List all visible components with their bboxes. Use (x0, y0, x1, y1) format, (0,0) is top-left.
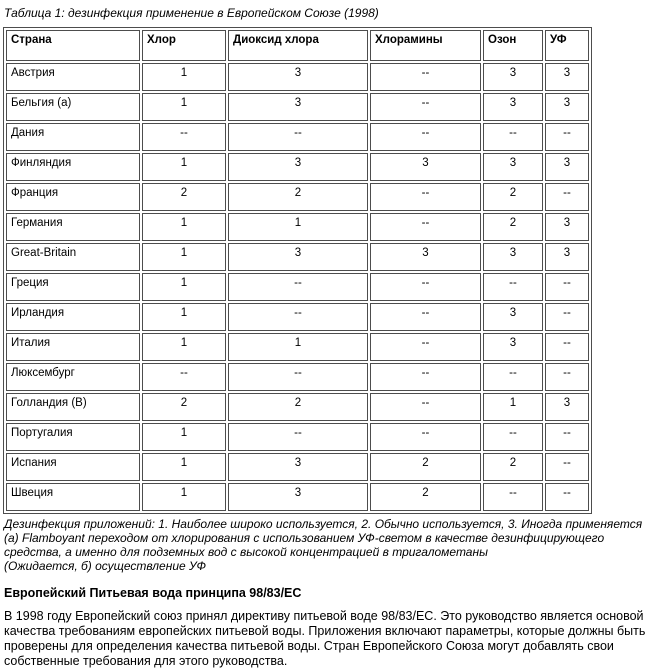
table-row (6, 183, 589, 211)
chlorine-value-cell: 1 (142, 303, 226, 331)
chloramines-value-cell: -- (370, 63, 481, 91)
chlorine-dioxide-value-cell: 1 (228, 213, 368, 241)
ozone-value-cell: 3 (483, 333, 543, 361)
country-cell: Италия (6, 333, 140, 361)
country-cell: Голландия (В) (6, 393, 140, 421)
ozone-value-cell: -- (483, 483, 543, 511)
header-row (6, 30, 589, 61)
country-cell: Люксембург (6, 363, 140, 391)
uv-value-cell: -- (545, 333, 589, 361)
chlorine-value-cell: 1 (142, 93, 226, 121)
disinfection-table (3, 27, 592, 514)
country-cell: Греция (6, 273, 140, 301)
chlorine-dioxide-value-cell: -- (228, 303, 368, 331)
chlorine-value-cell: 2 (142, 393, 226, 421)
chlorine-dioxide-value-cell: 2 (228, 183, 368, 211)
uv-value-cell: -- (545, 183, 589, 211)
uv-value-cell: 3 (545, 393, 589, 421)
column-header: УФ (545, 30, 589, 61)
table-row (6, 273, 589, 301)
chlorine-value-cell: 1 (142, 423, 226, 451)
chloramines-value-cell: -- (370, 93, 481, 121)
country-cell: Финляндия (6, 153, 140, 181)
table-row (6, 333, 589, 361)
uv-value-cell: -- (545, 423, 589, 451)
ozone-value-cell: 3 (483, 63, 543, 91)
uv-value-cell: -- (545, 303, 589, 331)
ozone-value-cell: -- (483, 423, 543, 451)
chlorine-dioxide-value-cell: -- (228, 123, 368, 151)
country-cell: Португалия (6, 423, 140, 451)
table-caption: Таблица 1: дезинфекция применение в Европейском Союзе (1998) (4, 6, 379, 20)
country-cell: Австрия (6, 63, 140, 91)
uv-value-cell: -- (545, 123, 589, 151)
column-header: Озон (483, 30, 543, 61)
chlorine-dioxide-value-cell: 1 (228, 333, 368, 361)
ozone-value-cell: -- (483, 273, 543, 301)
table-row (6, 423, 589, 451)
country-cell: Германия (6, 213, 140, 241)
table-row (6, 303, 589, 331)
country-cell: Бельгия (а) (6, 93, 140, 121)
column-header: Хлор (142, 30, 226, 61)
chlorine-value-cell: 1 (142, 333, 226, 361)
chlorine-dioxide-value-cell: 3 (228, 93, 368, 121)
uv-value-cell: 3 (545, 243, 589, 271)
uv-value-cell: 3 (545, 213, 589, 241)
table-row (6, 213, 589, 241)
chloramines-value-cell: -- (370, 183, 481, 211)
uv-value-cell: 3 (545, 153, 589, 181)
table-row (6, 393, 589, 421)
uv-value-cell: 3 (545, 93, 589, 121)
ozone-value-cell: -- (483, 123, 543, 151)
chlorine-dioxide-value-cell: -- (228, 273, 368, 301)
ozone-value-cell: 1 (483, 393, 543, 421)
table-row (6, 63, 589, 91)
table-row (6, 483, 589, 511)
chlorine-dioxide-value-cell: -- (228, 423, 368, 451)
section-paragraph: В 1998 году Европейский союз принял директиву питьевой воде 98/83/ЕС. Это руководство является основой качества требованиям европейских питьевой воды. Приложения включают параметры, которые должны быть проверены для определения качества питьевой воды. Стран Европейского Союза могут добавлять свои собственные требования для этого руководства. (4, 609, 646, 668)
country-cell: Франция (6, 183, 140, 211)
chlorine-value-cell: 1 (142, 213, 226, 241)
chlorine-value-cell: 1 (142, 273, 226, 301)
chloramines-value-cell: -- (370, 423, 481, 451)
ozone-value-cell: 3 (483, 243, 543, 271)
ozone-value-cell: 3 (483, 303, 543, 331)
chloramines-value-cell: 2 (370, 483, 481, 511)
chlorine-dioxide-value-cell: 3 (228, 63, 368, 91)
chlorine-value-cell: 1 (142, 453, 226, 481)
chlorine-value-cell: 1 (142, 63, 226, 91)
chlorine-value-cell: 1 (142, 153, 226, 181)
table-row (6, 453, 589, 481)
column-header: Хлорамины (370, 30, 481, 61)
chloramines-value-cell: -- (370, 333, 481, 361)
table-row (6, 93, 589, 121)
ozone-value-cell: 2 (483, 453, 543, 481)
chloramines-value-cell: 2 (370, 453, 481, 481)
uv-value-cell: -- (545, 453, 589, 481)
chlorine-dioxide-value-cell: -- (228, 363, 368, 391)
table-row (6, 363, 589, 391)
chlorine-value-cell: -- (142, 123, 226, 151)
country-cell: Ирландия (6, 303, 140, 331)
chloramines-value-cell: 3 (370, 243, 481, 271)
chlorine-value-cell: 1 (142, 483, 226, 511)
table-row (6, 123, 589, 151)
column-header: Диоксид хлора (228, 30, 368, 61)
ozone-value-cell: 2 (483, 183, 543, 211)
uv-value-cell: 3 (545, 63, 589, 91)
country-cell: Испания (6, 453, 140, 481)
uv-value-cell: -- (545, 273, 589, 301)
uv-value-cell: -- (545, 483, 589, 511)
footnote-line-3: (Ожидается, б) осуществление УФ (4, 559, 207, 573)
column-header: Страна (6, 30, 140, 61)
chloramines-value-cell: -- (370, 393, 481, 421)
table-footnotes (4, 517, 654, 573)
ozone-value-cell: -- (483, 363, 543, 391)
chlorine-dioxide-value-cell: 3 (228, 243, 368, 271)
footnote-line-2: (а) Flamboyant переходом от хлорирования с использованием УФ-светом в качестве дезинфицирующего средства, а именно для подземных вод с высокой концентрацией в тригалометаны (4, 531, 605, 559)
table-row (6, 243, 589, 271)
country-cell: Дания (6, 123, 140, 151)
chloramines-value-cell: -- (370, 363, 481, 391)
chlorine-dioxide-value-cell: 2 (228, 393, 368, 421)
ozone-value-cell: 3 (483, 93, 543, 121)
chloramines-value-cell: -- (370, 273, 481, 301)
footnote-line-1: Дезинфекция приложений: 1. Наиболее широко используется, 2. Обычно используется, 3. Иногда применяется (4, 517, 643, 531)
chlorine-value-cell: 1 (142, 243, 226, 271)
chlorine-dioxide-value-cell: 3 (228, 483, 368, 511)
chlorine-value-cell: 2 (142, 183, 226, 211)
chlorine-dioxide-value-cell: 3 (228, 453, 368, 481)
ozone-value-cell: 3 (483, 153, 543, 181)
chloramines-value-cell: 3 (370, 153, 481, 181)
chlorine-value-cell: -- (142, 363, 226, 391)
section-heading: Европейский Питьевая вода принципа 98/83/ЕС (4, 586, 302, 600)
chloramines-value-cell: -- (370, 213, 481, 241)
country-cell: Great-Britain (6, 243, 140, 271)
chloramines-value-cell: -- (370, 123, 481, 151)
uv-value-cell: -- (545, 363, 589, 391)
ozone-value-cell: 2 (483, 213, 543, 241)
table-row (6, 153, 589, 181)
chlorine-dioxide-value-cell: 3 (228, 153, 368, 181)
country-cell: Швеция (6, 483, 140, 511)
chloramines-value-cell: -- (370, 303, 481, 331)
